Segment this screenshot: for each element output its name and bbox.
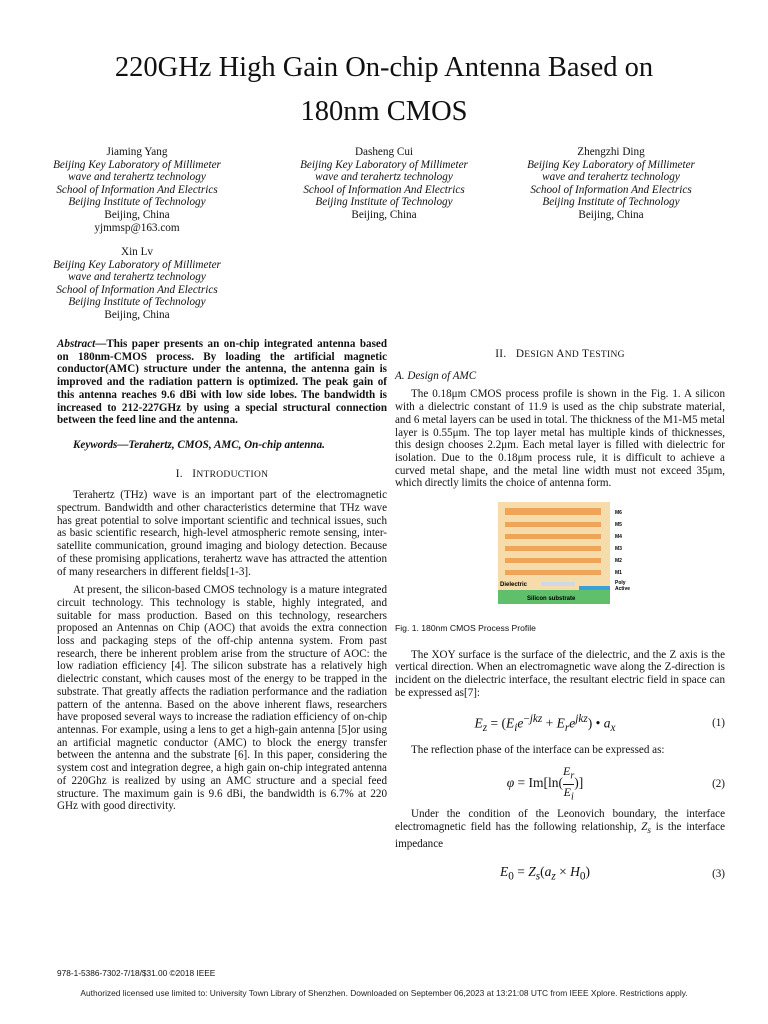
figure-cmos-profile [395,498,725,616]
leonovich-paragraph [395,808,725,850]
abstract-text: —This paper presents an on-chip integrated antenna based on 180nm-CMOS process. By loading the artificial magnetic conductor(AMC) structure under the antenna, the antenna gain is improved and the radiation pattern is optimized. The peak gain of this antenna reaches 9.6 dBi with low side lobes. The bandwidth is increased to 212-227GHz by using a special structural connection between the feed line and the antenna. [57,338,387,427]
label-m3: M3 [615,546,622,553]
leonovich-text: Under the condition of the Leonovich boundary, the interface electromagnetic field has the following relationship, [395,808,725,833]
author-affiliation: Beijing Institute of Technology [542,196,680,209]
metal-layer-m2 [505,558,601,563]
left-column [57,338,387,819]
author-affiliation: School of Information And Electrics [303,183,465,196]
author-email: yjmmsp@163.com [94,221,180,234]
author-affiliation: Beijing Key Laboratory of Millimeter [53,158,221,171]
paper-title [40,46,728,134]
author-affiliation: School of Information And Electrics [56,183,218,196]
symbol-zs: $Z_s$ [641,820,652,837]
author-name: Xin Lv [120,246,153,258]
label-poly: Poly [615,580,626,587]
section-title-rest: NTRODUCTION [196,469,269,480]
subsection-heading-amc: A. Design of AMC [395,369,477,382]
equation-2 [395,762,725,806]
author-name: Zhengzhi Ding [577,146,645,158]
author-affiliation: Beijing Key Laboratory of Millimeter [53,258,221,271]
process-profile-diagram [395,498,725,616]
equation-2-number: (2) [712,777,725,790]
author-name: Jiaming Yang [106,146,168,158]
label-substrate: Silicon substrate [527,596,576,603]
section-title-initial: I [192,467,197,480]
label-m1: M1 [615,570,622,577]
title-line-1: 220GHz High Gain On-chip Antenna Based on [114,52,654,83]
author-location: Beijing, China [351,208,417,221]
license-footer: Authorized licensed use limited to: University Town Library of Shenzhen. Downloaded on September 06,2023 at 13:21:08 UTC from IEEE Xplore. Restrictions apply. [80,988,688,998]
abstract [57,338,387,427]
section-title-initial: A [556,348,565,360]
equation-3-body: $E_0 = Z_s(a_z \times H_0)$ [499,863,591,883]
section-title-rest: ESIGN [524,350,554,360]
intro-paragraph-2: At present, the silicon-based CMOS technology is a mature integrated circuit technology. This technology is stable, highly integrated, and suitable for mass production. Based on this technology, researchers proposed an Antennas on Chip (AOC) that avoids the extra connection loss and packaging steps of the off-chip antenna system. From past research, there be inherent problem arise from the structure of AOC: the low radiation efficiency [4]. The silicon substrate has a relatively high dielectric constant, which causes most of the energy to be trapped in the substrate. That greatly affects the radiation performance and the radiation pattern of the antenna. Based on the above inherent flaws, researchers have proposed several ways to increase the radiation efficiency of on-chip antennas. For example, using a lens to get a high-gain antenna [5]or using an artificial magnetic conductor (AMC) to block the energy transfer between the antenna and the substrate [6]. In this paper, considering the system cost and integration degree, a high gain on-chip integrated antenna of 220Ghz is realized by using an AMC structure and a special feed structure. The maximum gain is 9.6 dBi, the bandwidth is 6.7% at 220 GHz with good directivity. [57,584,387,813]
author-affiliation: School of Information And Electrics [530,183,692,196]
label-active: Active [615,586,631,593]
author-affiliation: Beijing Institute of Technology [315,196,453,209]
author-block-1 [17,146,257,234]
author-affiliation: Beijing Key Laboratory of Millimeter [527,158,695,171]
label-m6: M6 [615,510,622,517]
author-affiliation: wave and terahertz technology [315,171,453,184]
metal-layer-m6 [505,508,601,515]
section-number: I. [175,467,183,480]
metal-layer-m4 [505,534,601,539]
poly-layer [541,582,575,586]
equation-2-body: φ = Im[ln( $\frac{E_r}{E_i}$ )] [506,764,584,803]
equation-1-body: $E_z = (E_ie^{-jkz} + E_re^{jkz})$ • $a_x$ [474,712,616,734]
author-block-2 [264,146,504,222]
author-location: Beijing, China [104,308,170,321]
metal-layer-m1 [505,570,601,575]
section-title-initial: T [582,348,590,360]
author-affiliation: School of Information And Electrics [56,283,218,296]
label-m5: M5 [615,522,622,529]
title-line-2: 180nm CMOS [300,96,468,127]
author-affiliation: Beijing Key Laboratory of Millimeter [300,158,468,171]
section-title-rest: ESTING [589,350,625,360]
equation-1-number: (1) [712,717,725,730]
equation-3 [395,857,725,893]
equation-3-number: (3) [712,868,725,881]
design-paragraph: The 0.18μm CMOS process profile is shown in the Fig. 1. A silicon with a dielectric constant of 11.9 is used as the chip substrate material, and 6 metal layers can be used in total. The thickness of the M1-M5 metal layer is 0.55μm. The top layer metal has multiple kinds of thicknesses, this design chooses 2.2μm. Each metal layer is filled with dielectric for isolation. Due to the 0.18μm process rule, it is difficult to achieve a curved metal shape, and the metal line width must not exceed 35μm, which directly limits the choice of antenna form. [395,388,725,490]
copyright-footer: 978-1-5386-7302-7/18/$31.00 ©2018 IEEE [57,968,216,978]
author-affiliation: Beijing Institute of Technology [68,296,206,309]
abstract-label: Abstract [57,338,96,350]
reflection-paragraph: The reflection phase of the interface can be expressed as: [411,743,665,756]
author-location: Beijing, China [104,208,170,221]
section-title-initial: D [515,348,525,360]
metal-layer-m5 [505,522,601,527]
equation-1 [395,706,725,742]
author-block-4 [17,246,257,322]
author-affiliation: Beijing Institute of Technology [68,196,206,209]
section-heading-design [395,348,725,362]
label-m2: M2 [615,558,622,565]
right-column [395,348,725,895]
author-affiliation: wave and terahertz technology [68,171,206,184]
leonovich-tail: is the interface impedance [395,820,725,850]
keywords: Keywords—Terahertz, CMOS, AMC, On-chip antenna. [73,438,325,451]
section-title-rest: ND [564,350,580,360]
intro-paragraph-1: Terahertz (THz) wave is an important part of the electromagnetic spectrum. Bandwidth and other characteristics determine that THz wave has great potential to solve important scientific and technical issues, such as basic scientific research, high-level atmospheric remote sensing, inter-satellite communication, ground imaging and biology detection. Because of these promising applications, terahertz wave has attracted the attention of many researchers in different fields[1-3]. [57,489,387,578]
author-name: Dasheng Cui [354,146,414,158]
label-dielectric: Dielectric [500,582,528,589]
figure-caption: Fig. 1. 180nm CMOS Process Profile [395,623,536,634]
xoy-paragraph: The XOY surface is the surface of the dielectric, and the Z axis is the vertical direction. When an electromagnetic wave along the Z-direction is incident on the dielectric interface, the resultant electric field in space can be expressed as[7]: [395,648,725,699]
metal-layer-m3 [505,546,601,551]
section-number: II. [495,348,507,360]
author-location: Beijing, China [578,208,644,221]
author-block-3 [491,146,731,222]
label-m4: M4 [615,534,622,541]
section-heading-introduction [57,468,387,482]
author-affiliation: wave and terahertz technology [68,271,206,284]
author-affiliation: wave and terahertz technology [542,171,680,184]
